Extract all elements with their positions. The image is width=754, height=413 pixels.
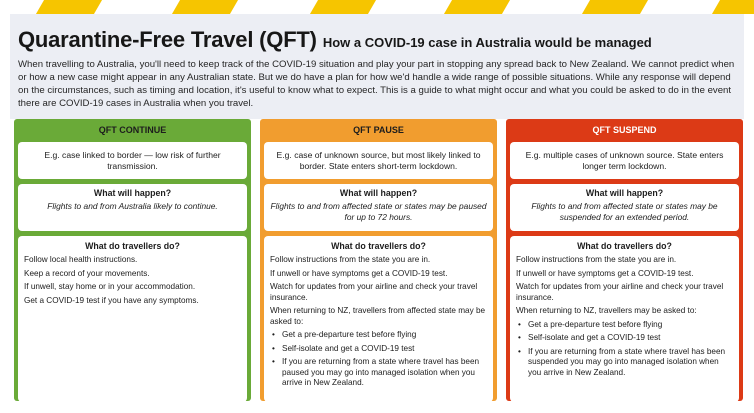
what-will-happen-heading: What will happen? [93,188,172,198]
example-text: E.g. case of unknown source, but most likely linked to border. State enters short-term lockdown. [276,150,481,171]
instruction-item: When returning to NZ, travellers may be asked to: [516,306,697,315]
what-do-travellers-do-heading: What do travellers do? [577,241,672,251]
what-will-happen-heading: What will happen? [585,188,664,198]
stripe-segment [444,0,510,14]
example-text: E.g. case linked to border — low risk of further transmission. [44,150,221,171]
example-text: E.g. multiple cases of unknown source. State enters longer term lockdown. [525,150,724,171]
instruction-item: Get a COVID-19 test if you have any symptoms. [24,295,199,305]
stripe-segment [712,0,754,14]
what-do-travellers-do-card [18,236,247,402]
instruction-item: Keep a record of your movements. [24,268,150,278]
column-header: QFT PAUSE [353,125,404,135]
bullet-item: • Self-isolate and get a COVID-19 test [270,344,487,355]
title-row [18,27,738,53]
example-card [264,142,493,179]
what-do-travellers-do-heading: What do travellers do? [85,241,180,251]
stripe-segment [582,0,648,14]
bullet-item: • Self-isolate and get a COVID-19 test [516,333,733,344]
stripe-segment [172,0,238,14]
what-will-happen-text: Flights to and from Australia likely to continue. [47,201,218,211]
instruction-item: Follow local health instructions. [24,255,138,264]
instruction-item: Follow instructions from the state you are in. [270,255,431,264]
what-will-happen-text: Flights to and from affected state or states may be paused for up to 72 hours. [270,201,487,222]
bullet-list [270,330,487,389]
top-stripe [0,0,754,14]
column-qft-pause [260,119,497,401]
instruction-item: Watch for updates from your airline and check your travel insurance. [516,282,724,302]
bullet-item: • If you are returning from a state where travel has been paused you may go into managed isolation when you arrive in New Zealand. [270,357,487,389]
column-qft-continue [14,119,251,401]
instruction-item: If unwell, stay home or in your accommodation. [24,282,196,291]
page-title: Quarantine-Free Travel (QFT) [18,27,317,52]
what-will-happen-card [510,184,739,231]
intro-paragraph: When travelling to Australia, you'll need to keep track of the COVID-19 situation and play your part in stopping any spread back to New Zealand. We cannot predict when or how a new case might appear in any Australian state. But we do have a plan for how we'd handle a wide range of possible situations. While any response will depend on the circumstances, such as timing and location, it's useful to know what to expect. This is a guide to what might occur and what you could be asked to do in the event there are COVID-19 cases in Australia when you travel. [18,59,735,109]
what-will-happen-text: Flights to and from affected state or states may be suspended for an extended period. [531,201,718,222]
page-subtitle: How a COVID-19 case in Australia would be managed [322,35,652,50]
instruction-item: When returning to NZ, travellers from affected state may be asked to: [270,306,486,326]
bullet-item: • Get a pre-departure test before flying [516,320,733,331]
column-header: QFT SUSPEND [592,125,657,135]
what-will-happen-heading: What will happen? [339,188,418,198]
bullet-item: • Get a pre-departure test before flying [270,330,487,341]
what-do-travellers-do-heading: What do travellers do? [331,241,426,251]
header-panel [10,14,744,119]
stripe-segment [36,0,102,14]
column-header: QFT CONTINUE [98,125,167,135]
stripe-segment [310,0,376,14]
example-card [18,142,247,179]
instruction-item: If unwell or have symptoms get a COVID-19 test. [270,268,448,278]
bullet-list [516,320,733,379]
example-card [510,142,739,179]
instruction-item: If unwell or have symptoms get a COVID-19 test. [516,268,694,278]
what-will-happen-card [18,184,247,231]
bullet-item: • If you are returning from a state where travel has been suspended you may go into managed isolation when you arrive in New Zealand. [516,347,733,379]
what-do-travellers-do-card [510,236,739,402]
what-do-travellers-do-card [264,236,493,402]
column-qft-suspend [506,119,743,401]
instruction-item: Watch for updates from your airline and check your travel insurance. [270,282,478,302]
what-will-happen-card [264,184,493,231]
instruction-item: Follow instructions from the state you are in. [516,255,677,264]
